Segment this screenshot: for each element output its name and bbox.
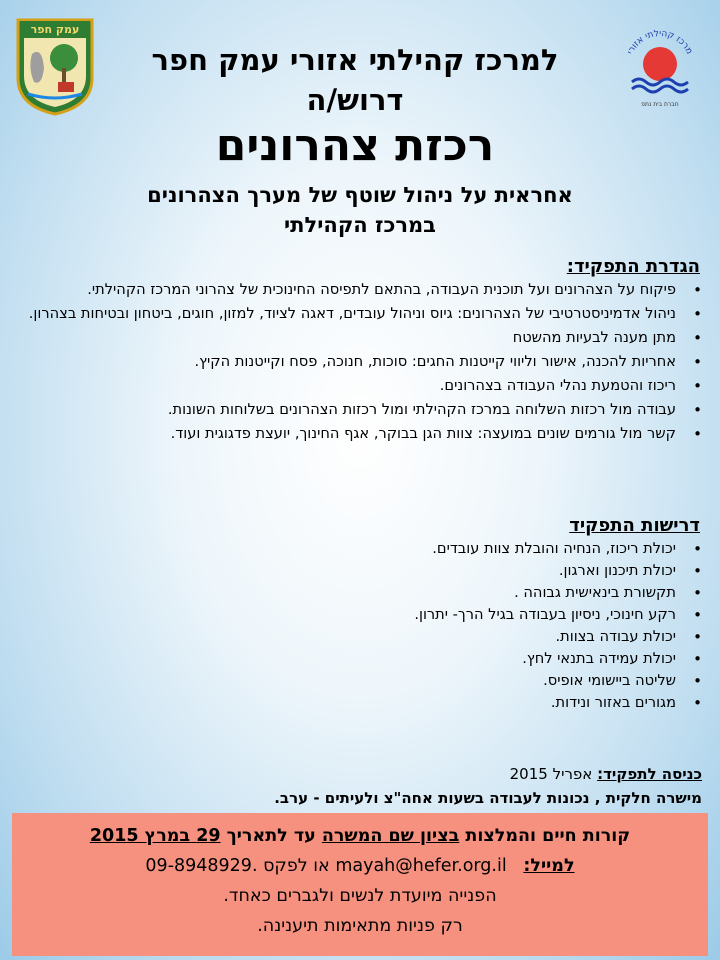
position-scope-note: מישרה חלקית , נכונות לעבודה בשעות אחה"צ ולעיתים - ערב. [274,789,702,807]
suitable-applicants-note: רק פניות מתאימות תיענינה. [257,916,463,936]
job-subtitle [60,180,660,240]
job-title: רכזת צהרונים [215,120,495,171]
list-item: • תקשורת בינאישית גבוהה . [24,582,676,604]
list-item: • פיקוח על הצהרונים ועל תוכנית העבודה, בהתאם לתפיסה החינוכית של צהרוני המרכז הקהילתי. [24,279,676,301]
email-link[interactable]: mayah@hefer.org.il [335,856,507,876]
requirements-section [24,515,702,714]
role-definition-list [24,279,702,445]
contact-box [12,813,708,956]
logo-right-caption: חברת בית נתפ [641,101,679,108]
list-item: • ניהול אדמיניסטרטיבי של הצהרונים: גיוס וניהול עובדים, דאגה לציוד, למזון, חוגים, ביטחון ובטיחות בצהרון. [24,303,676,325]
list-item: • עבודה מול רכזות השלוחה במרכז הקהילתי ומול רכזות הצהרונים בשלוחות השונות. [24,399,676,421]
deadline-date: 29 במרץ 2015 [89,826,221,846]
position-name-note: בציון שם המשרה [321,826,460,846]
equal-opportunity-note: הפנייה מיועדת לנשים ולגברים כאחד. [223,886,497,906]
list-item: • מגורים באזור ונידות. [24,692,676,714]
organization-title [100,40,610,120]
requirements-list [24,538,702,714]
list-item: • רקע חינוכי, ניסיון בעבודה בגיל הרך- יתרון. [24,604,676,626]
start-date-block [24,762,702,810]
list-item: • יכולת עמידה בתנאי לחץ. [24,648,676,670]
cv-text: קורות חיים והמלצות [459,826,631,846]
community-center-logo [614,16,706,112]
list-item: • אחריות להכנה, אישור וליווי קייטנות החגים: סוכות, חנוכה, פסח וקייטנות הקיץ. [24,351,676,373]
list-item: • שליטה ביישומי אופיס. [24,670,676,692]
list-item: • יכולת עבודה בצוות. [24,626,676,648]
logo-left-text: עמק חפר [30,23,80,36]
start-date-value: אפריל 2015 [509,765,598,783]
fax-number: 09-8948929. [145,856,258,876]
list-item: • יכולת ריכוז, הנחיה והובלת צוות עובדים. [24,538,676,560]
logo-right-text: מרכז קהילתי אזורי [625,28,695,57]
wanted-label: דרוש/ה [306,83,404,117]
role-definition-heading: הגדרת התפקיד: [566,256,700,277]
org-name: למרכז קהילתי אזורי עמק חפר [151,43,559,77]
subtitle-line-1: אחראית על ניהול שוטף של מערך הצהרונים [147,183,573,207]
submission-instructions [12,813,708,851]
contact-details [12,851,708,881]
role-definition-section [24,256,702,447]
email-label: למייל: [523,856,575,876]
subtitle-line-2: במרכז הקהילתי [284,213,436,237]
emek-hefer-logo [14,16,96,116]
deadline-text: עד לתאריך [220,826,322,846]
list-item: • יכולת תיכנון וארגון. [24,560,676,582]
list-item: • קשר מול גורמים שונים במועצה: צוות הגן בבוקר, אגף החינוך, יועצת פדגוגית ועוד. [24,423,676,445]
list-item: • מתן מענה לבעיות מהשטח [24,327,676,349]
requirements-heading: דרישות התפקיד [569,515,700,536]
fax-text: או לפקס [257,856,336,876]
list-item: • ריכוז והטמעת נהלי העבודה בצהרונים. [24,375,676,397]
start-date-label: כניסה לתפקיד: [597,765,702,783]
